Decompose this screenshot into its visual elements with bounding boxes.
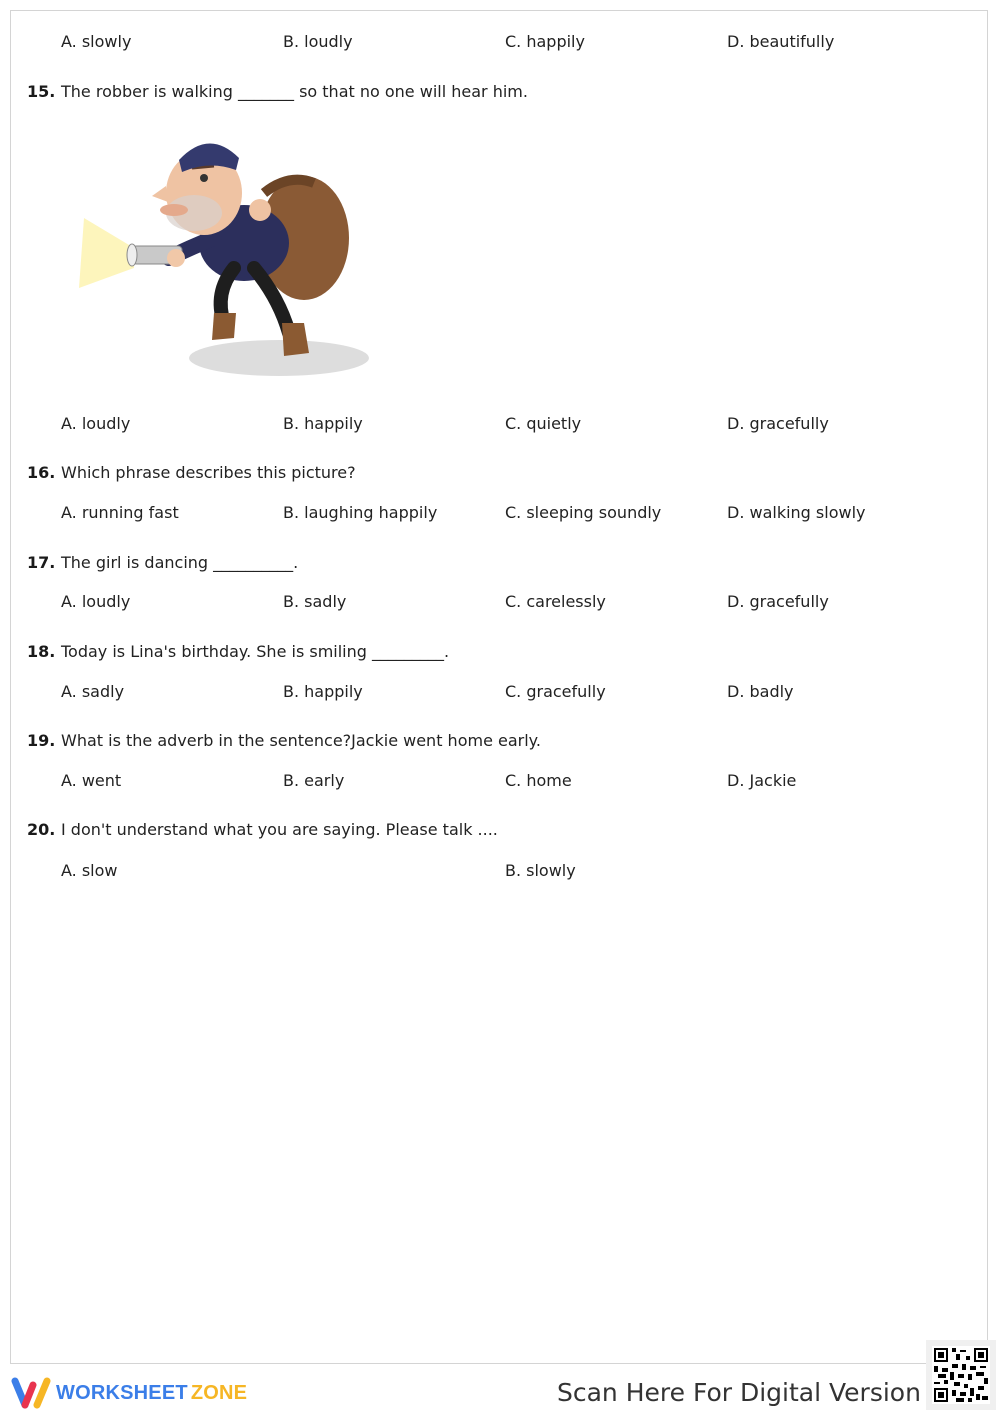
option-b[interactable]: B. slowly <box>505 861 576 880</box>
option-d[interactable]: D. gracefully <box>727 414 829 433</box>
option-d[interactable]: D. Jackie <box>727 771 797 790</box>
qr-code-icon <box>932 1346 990 1404</box>
logo-text-worksheet: WORKSHEET <box>56 1381 188 1404</box>
option-b[interactable]: B. laughing happily <box>283 503 438 522</box>
option-b[interactable]: B. early <box>283 771 345 790</box>
option-a[interactable]: A. loudly <box>61 414 131 433</box>
option-d[interactable]: D. walking slowly <box>727 503 866 522</box>
qr-code[interactable] <box>926 1340 996 1410</box>
option-b[interactable]: B. loudly <box>283 32 353 51</box>
option-b[interactable]: B. happily <box>283 682 363 701</box>
question-text: I don't understand what you are saying. Please talk .... <box>61 820 498 839</box>
question-number: 19. <box>27 731 56 750</box>
question-number: 15. <box>27 82 56 101</box>
option-c[interactable]: C. gracefully <box>505 682 606 701</box>
option-b[interactable]: B. happily <box>283 414 363 433</box>
logo-w-icon <box>10 1376 52 1410</box>
question-text: Today is Lina's birthday. She is smiling _________. <box>61 642 450 661</box>
question-number: 20. <box>27 820 56 839</box>
question-number: 18. <box>27 642 56 661</box>
option-b[interactable]: B. sadly <box>283 592 347 611</box>
option-a[interactable]: A. sadly <box>61 682 125 701</box>
question-number: 17. <box>27 553 56 572</box>
option-a[interactable]: A. slow <box>61 861 118 880</box>
question-number: 16. <box>27 463 56 482</box>
option-d[interactable]: D. beautifully <box>727 32 835 51</box>
option-d[interactable]: D. gracefully <box>727 592 829 611</box>
question-text: What is the adverb in the sentence?Jackie went home early. <box>61 731 541 750</box>
worksheetzone-logo[interactable] <box>10 1376 247 1410</box>
option-a[interactable]: A. running fast <box>61 503 179 522</box>
option-c[interactable]: C. quietly <box>505 414 582 433</box>
option-d[interactable]: D. badly <box>727 682 794 701</box>
robber-image <box>64 118 376 386</box>
logo-text-zone: ZONE <box>190 1381 248 1404</box>
option-c[interactable]: C. sleeping soundly <box>505 503 662 522</box>
option-c[interactable]: C. home <box>505 771 572 790</box>
option-a[interactable]: A. slowly <box>61 32 132 51</box>
option-a[interactable]: A. loudly <box>61 592 131 611</box>
question-text: The girl is dancing __________. <box>61 553 299 572</box>
option-a[interactable]: A. went <box>61 771 122 790</box>
scan-here-text: Scan Here For Digital Version <box>557 1378 921 1407</box>
option-c[interactable]: C. carelessly <box>505 592 606 611</box>
question-text: The robber is walking _______ so that no one will hear him. <box>61 82 528 101</box>
option-c[interactable]: C. happily <box>505 32 585 51</box>
question-text: Which phrase describes this picture? <box>61 463 356 482</box>
